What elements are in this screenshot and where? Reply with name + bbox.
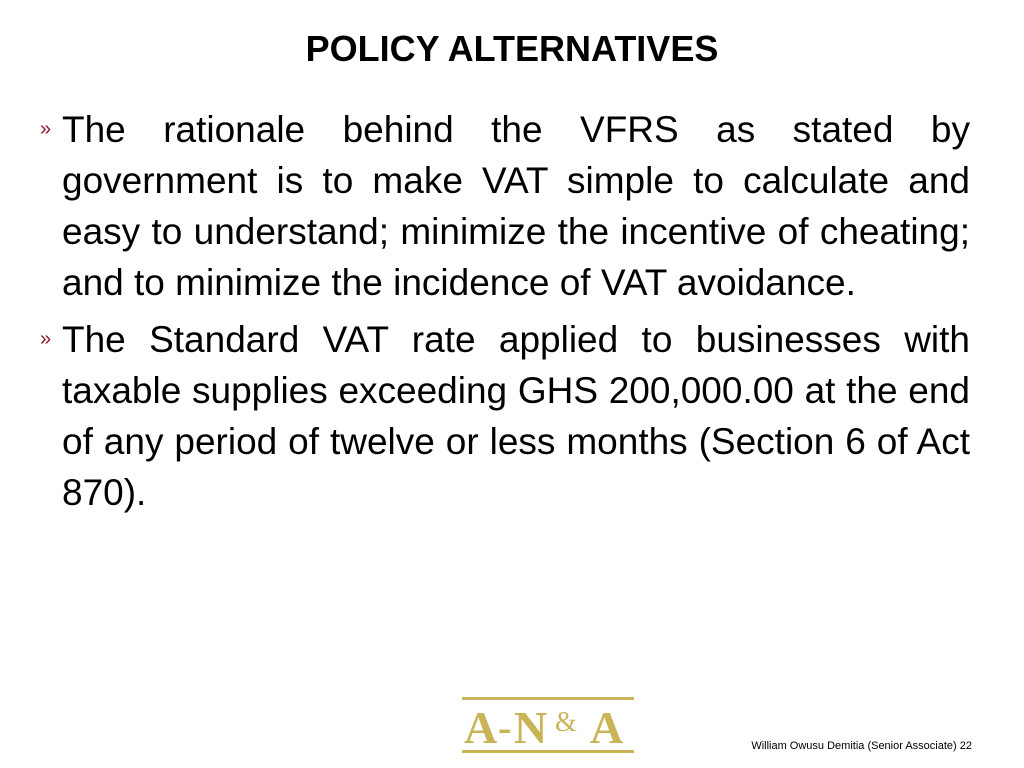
ana-logo [462,697,634,753]
bullet-item [40,314,970,518]
bullet-list [40,104,970,524]
logo-top-rule [462,697,634,700]
logo-letter-a1: A [464,702,498,753]
logo-ampersand: & [555,707,577,738]
bullet-text: The Standard VAT rate applied to businesses with taxable supplies exceeding GHS 200,000.00 at the end of any period of twelve or less months (Section 6 of Act 870). [62,319,970,513]
bullet-item [40,104,970,308]
logo-dash: - [498,705,512,750]
logo-letter-n: N [514,702,548,753]
bullet-marker-icon: » [40,118,52,140]
bullet-marker-icon: » [40,328,52,350]
logo-letter-a2: A [590,702,624,753]
bullet-text: The rationale behind the VFRS as stated by government is to make VAT simple to calculate and easy to understand; minimize the incentive of cheating; and to minimize the incidence of VAT avoidance. [62,109,970,303]
footer-text: William Owusu Demitia (Senior Associate) 22 [751,740,972,752]
slide-title: POLICY ALTERNATIVES [305,28,719,69]
